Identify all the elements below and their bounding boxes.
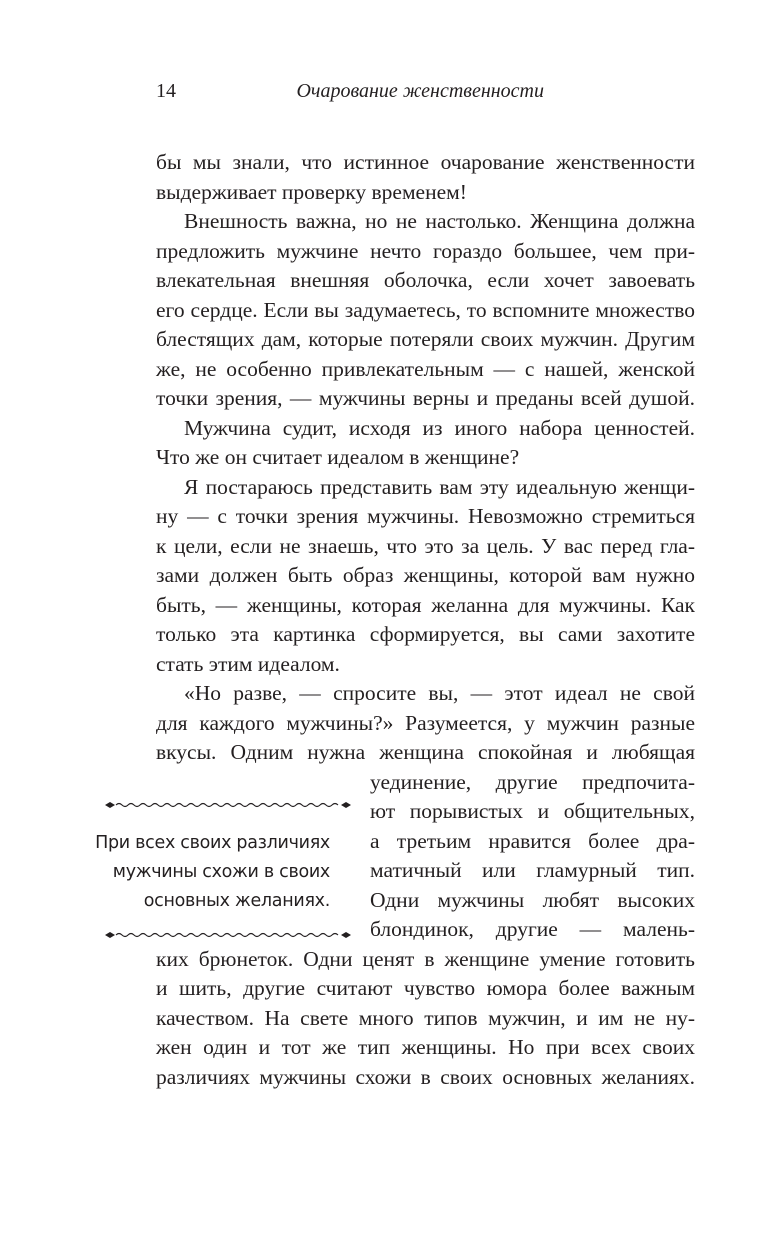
pull-quote-top-rule (100, 796, 356, 814)
paragraph-first-line: Внешность важна, но не настолько. Женщина должна (184, 209, 695, 233)
body-line: к цели, если не знаешь, что это за цель. У вас перед гла- (156, 534, 695, 558)
body-line: только эта картинка сформируется, вы сами захотите (156, 622, 695, 646)
body-line: и шить, другие считают чувство юмора более важным (156, 976, 695, 1000)
body-line: блондинок, другие — малень- (370, 917, 695, 941)
body-line: влекательная внешняя оболочка, если хочет завоевать (156, 268, 695, 292)
body-line: выдерживает проверку временем! (156, 180, 467, 204)
body-line: ких брюнеток. Одни ценят в женщине умение готовить (156, 947, 695, 971)
page-number: 14 (156, 80, 176, 102)
body-line: ну — с точки зрения мужчины. Невозможно стремиться (156, 504, 695, 528)
body-line: а третьим нравится более дра- (370, 829, 695, 853)
body-line: для каждого мужчины?» Разумеется, у мужчин разные (156, 711, 695, 735)
paragraph-first-line: «Но разве, — спросите вы, — этот идеал не свой (184, 681, 695, 705)
paragraph-first-line: Я постараюсь представить вам эту идеальную женщи- (184, 475, 695, 499)
body-line: ют порывистых и общительных, (370, 799, 695, 823)
body-line: матичный или гламурный тип. (370, 858, 695, 882)
pull-quote-bottom-rule (100, 926, 356, 944)
body-line: же, не особенно привлекательным — с нашей, женской (156, 357, 695, 381)
body-line: предложить мужчине нечто гораздо большее, чем при- (156, 239, 695, 263)
body-line: Что же он считает идеалом в женщине? (156, 445, 520, 469)
paragraph-first-line: Мужчина судит, исходя из иного набора ценностей. (184, 416, 695, 440)
body-line: стать этим идеалом. (156, 652, 340, 676)
body-line: уединение, другие предпочита- (370, 770, 695, 794)
pull-quote-line: основных желаниях. (143, 891, 330, 911)
body-line: бы мы знали, что истинное очарование женственности (156, 150, 695, 174)
body-line: различиях мужчины схожи в своих основных желаниях. (156, 1065, 695, 1089)
pull-quote-line: При всех своих различиях (95, 833, 330, 853)
running-title: Очарование женственности (296, 80, 544, 102)
body-line: жен один и тот же тип женщины. Но при всех своих (156, 1035, 695, 1059)
body-line: его сердце. Если вы задумаетесь, то вспомните множество (156, 298, 695, 322)
body-line: качеством. На свете много типов мужчин, и им не ну- (156, 1006, 695, 1030)
body-line: вкусы. Одним нужна женщина спокойная и любящая (156, 740, 695, 764)
body-line: Одни мужчины любят высоких (370, 888, 695, 912)
page-header (156, 80, 544, 110)
body-line: точки зрения, — мужчины верны и преданы всей душой. (156, 386, 695, 410)
body-line: быть, — женщины, которая желанна для мужчины. Как (156, 593, 695, 617)
body-line: зами должен быть образ женщины, которой вам нужно (156, 563, 695, 587)
body-line: блестящих дам, которые потеряли своих мужчин. Другим (156, 327, 695, 351)
pull-quote (95, 796, 356, 948)
pull-quote-line: мужчины схожи в своих (112, 862, 330, 882)
